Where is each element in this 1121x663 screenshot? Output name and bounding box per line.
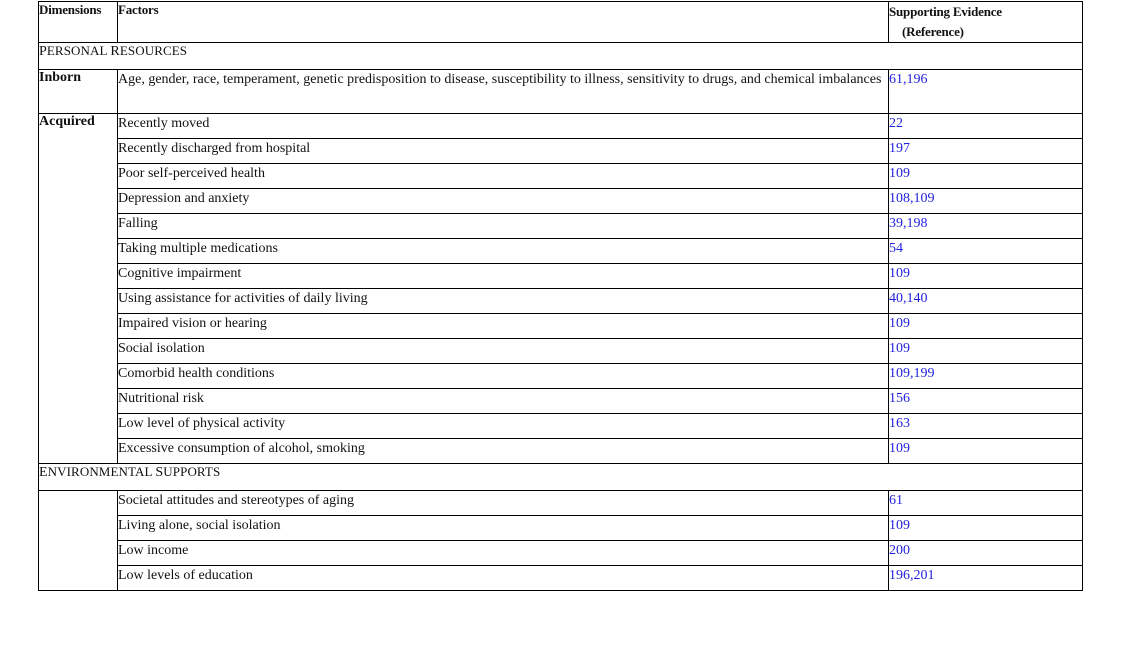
- table-row: [39, 516, 1083, 541]
- reference-link[interactable]: 197: [889, 139, 1083, 164]
- table-row: [39, 189, 1083, 214]
- reference-link[interactable]: 200: [889, 541, 1083, 566]
- factor-cell: Depression and anxiety: [118, 189, 889, 214]
- header-factors: Factors: [118, 2, 889, 43]
- header-row: [39, 2, 1083, 43]
- table-row: [39, 566, 1083, 591]
- header-supporting-line1: Supporting Evidence: [889, 4, 1002, 19]
- reference-link[interactable]: 109,199: [889, 364, 1083, 389]
- table-row: [39, 439, 1083, 464]
- table-row: [39, 239, 1083, 264]
- reference-link[interactable]: 156: [889, 389, 1083, 414]
- table-row: [39, 264, 1083, 289]
- table-row: [39, 114, 1083, 139]
- table-row: [39, 364, 1083, 389]
- reference-link[interactable]: 39,198: [889, 214, 1083, 239]
- table-row: [39, 139, 1083, 164]
- factor-cell: Taking multiple medications: [118, 239, 889, 264]
- table-row: [39, 289, 1083, 314]
- section-row-environmental: [39, 464, 1083, 491]
- header-dimensions: Dimensions: [39, 2, 118, 43]
- factor-cell: Recently moved: [118, 114, 889, 139]
- reference-link[interactable]: 109: [889, 314, 1083, 339]
- table-row: [39, 389, 1083, 414]
- reference-link[interactable]: 109: [889, 164, 1083, 189]
- reference-link[interactable]: 40,140: [889, 289, 1083, 314]
- table-row: [39, 339, 1083, 364]
- factor-cell: Poor self-perceived health: [118, 164, 889, 189]
- factor-cell: Recently discharged from hospital: [118, 139, 889, 164]
- reference-link[interactable]: 61,196: [889, 70, 1083, 114]
- factor-cell: Cognitive impairment: [118, 264, 889, 289]
- reference-link[interactable]: 163: [889, 414, 1083, 439]
- inborn-row: [39, 70, 1083, 114]
- factor-cell: Using assistance for activities of daily living: [118, 289, 889, 314]
- header-supporting-evidence: [889, 2, 1083, 43]
- reference-link[interactable]: 22: [889, 114, 1083, 139]
- table-row: [39, 491, 1083, 516]
- reference-link[interactable]: 61: [889, 491, 1083, 516]
- dimension-acquired: Acquired: [39, 114, 118, 464]
- table-row: [39, 414, 1083, 439]
- factor-cell: Social isolation: [118, 339, 889, 364]
- reference-link[interactable]: 196,201: [889, 566, 1083, 591]
- factor-cell: Low income: [118, 541, 889, 566]
- factor-cell: Societal attitudes and stereotypes of aging: [118, 491, 889, 516]
- table-row: [39, 214, 1083, 239]
- factor-cell: Impaired vision or hearing: [118, 314, 889, 339]
- reference-link[interactable]: 54: [889, 239, 1083, 264]
- reference-link[interactable]: 108,109: [889, 189, 1083, 214]
- dimension-empty: [39, 491, 118, 591]
- factor-cell: Falling: [118, 214, 889, 239]
- factor-cell: Low level of physical activity: [118, 414, 889, 439]
- table-row: [39, 314, 1083, 339]
- factor-cell: Comorbid health conditions: [118, 364, 889, 389]
- dimension-inborn: Inborn: [39, 70, 118, 114]
- header-supporting-line2: (Reference): [902, 24, 964, 39]
- section-title-personal-resources: PERSONAL RESOURCES: [39, 43, 1083, 70]
- table-row: [39, 164, 1083, 189]
- factor-cell: Low levels of education: [118, 566, 889, 591]
- factor-cell: Living alone, social isolation: [118, 516, 889, 541]
- reference-link[interactable]: 109: [889, 516, 1083, 541]
- factor-cell: Nutritional risk: [118, 389, 889, 414]
- table-row: [39, 541, 1083, 566]
- section-row-personal: [39, 43, 1083, 70]
- reference-link[interactable]: 109: [889, 339, 1083, 364]
- reference-link[interactable]: 109: [889, 439, 1083, 464]
- section-title-environmental-supports: ENVIRONMENTAL SUPPORTS: [39, 464, 1083, 491]
- reference-link[interactable]: 109: [889, 264, 1083, 289]
- evidence-table: [38, 1, 1083, 591]
- factor-cell: Age, gender, race, temperament, genetic predisposition to disease, susceptibility to illness, sensitivity to drugs, and chemical imbalances: [118, 70, 889, 114]
- factor-cell: Excessive consumption of alcohol, smoking: [118, 439, 889, 464]
